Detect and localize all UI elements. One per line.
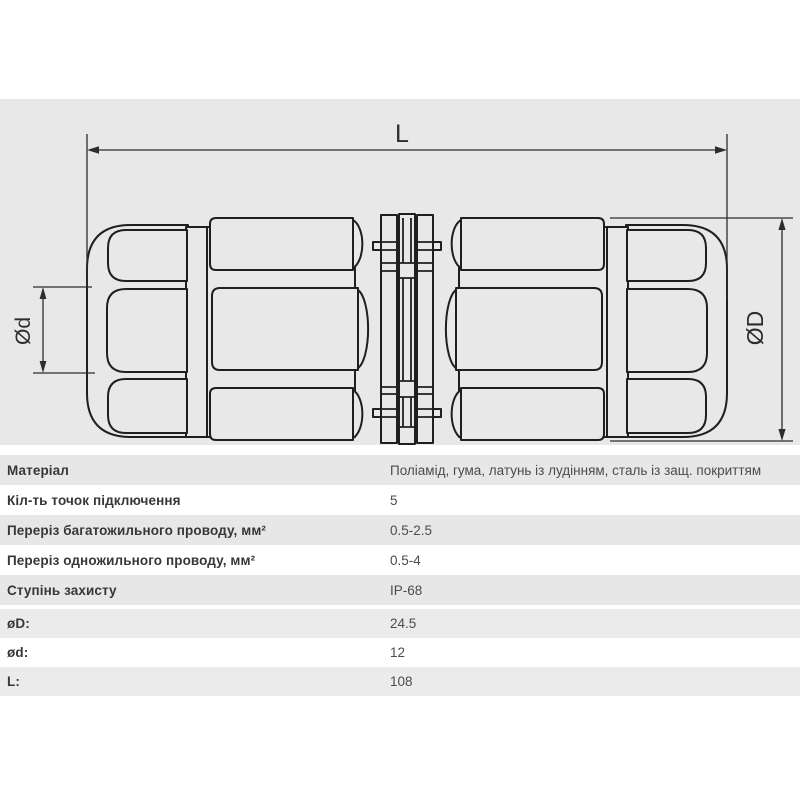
spec-value: 0.5-2.5 — [390, 522, 433, 538]
spec-table — [0, 455, 800, 696]
spec-label: L: — [7, 674, 20, 689]
left-chambers — [210, 218, 368, 440]
spec-value: 24.5 — [390, 616, 417, 631]
spec-value: 108 — [390, 674, 413, 689]
spec-label: Кіл-ть точок підключення — [7, 492, 181, 508]
spec-value: 0.5-4 — [390, 552, 421, 568]
dim-outer-diameter-label: ØD — [742, 310, 768, 346]
spec-value: 12 — [390, 645, 406, 660]
center-coupling — [373, 214, 441, 444]
spec-row — [0, 545, 800, 575]
spec-value: IP-68 — [390, 582, 423, 598]
right-end-cap — [607, 225, 727, 437]
left-collar — [186, 227, 207, 437]
spec-label: Переріз одножильного проводу, мм² — [7, 552, 256, 568]
dim-inner-diameter-label: Ød — [12, 316, 35, 346]
dim-length-label: L — [395, 120, 409, 148]
right-chambers — [446, 218, 604, 440]
spec-row — [0, 575, 800, 605]
left-end-cap — [87, 225, 207, 437]
spec-label: Переріз багатожильного проводу, мм² — [7, 522, 267, 538]
spec-row — [0, 515, 800, 545]
spec-row — [0, 638, 800, 667]
spec-row — [0, 667, 800, 696]
spec-label: øD: — [7, 616, 30, 631]
spec-row — [0, 455, 800, 485]
spec-label: Матеріал — [7, 462, 69, 478]
spec-label: ød: — [7, 645, 29, 660]
spec-value: Поліамід, гума, латунь із лудінням, сталь із защ. покриттям — [390, 462, 762, 478]
right-collar — [607, 227, 628, 437]
connector-body — [87, 214, 727, 444]
spec-label: Ступінь захисту — [7, 582, 117, 598]
spec-row — [0, 485, 800, 515]
spec-value: 5 — [390, 492, 398, 508]
spec-row — [0, 609, 800, 638]
